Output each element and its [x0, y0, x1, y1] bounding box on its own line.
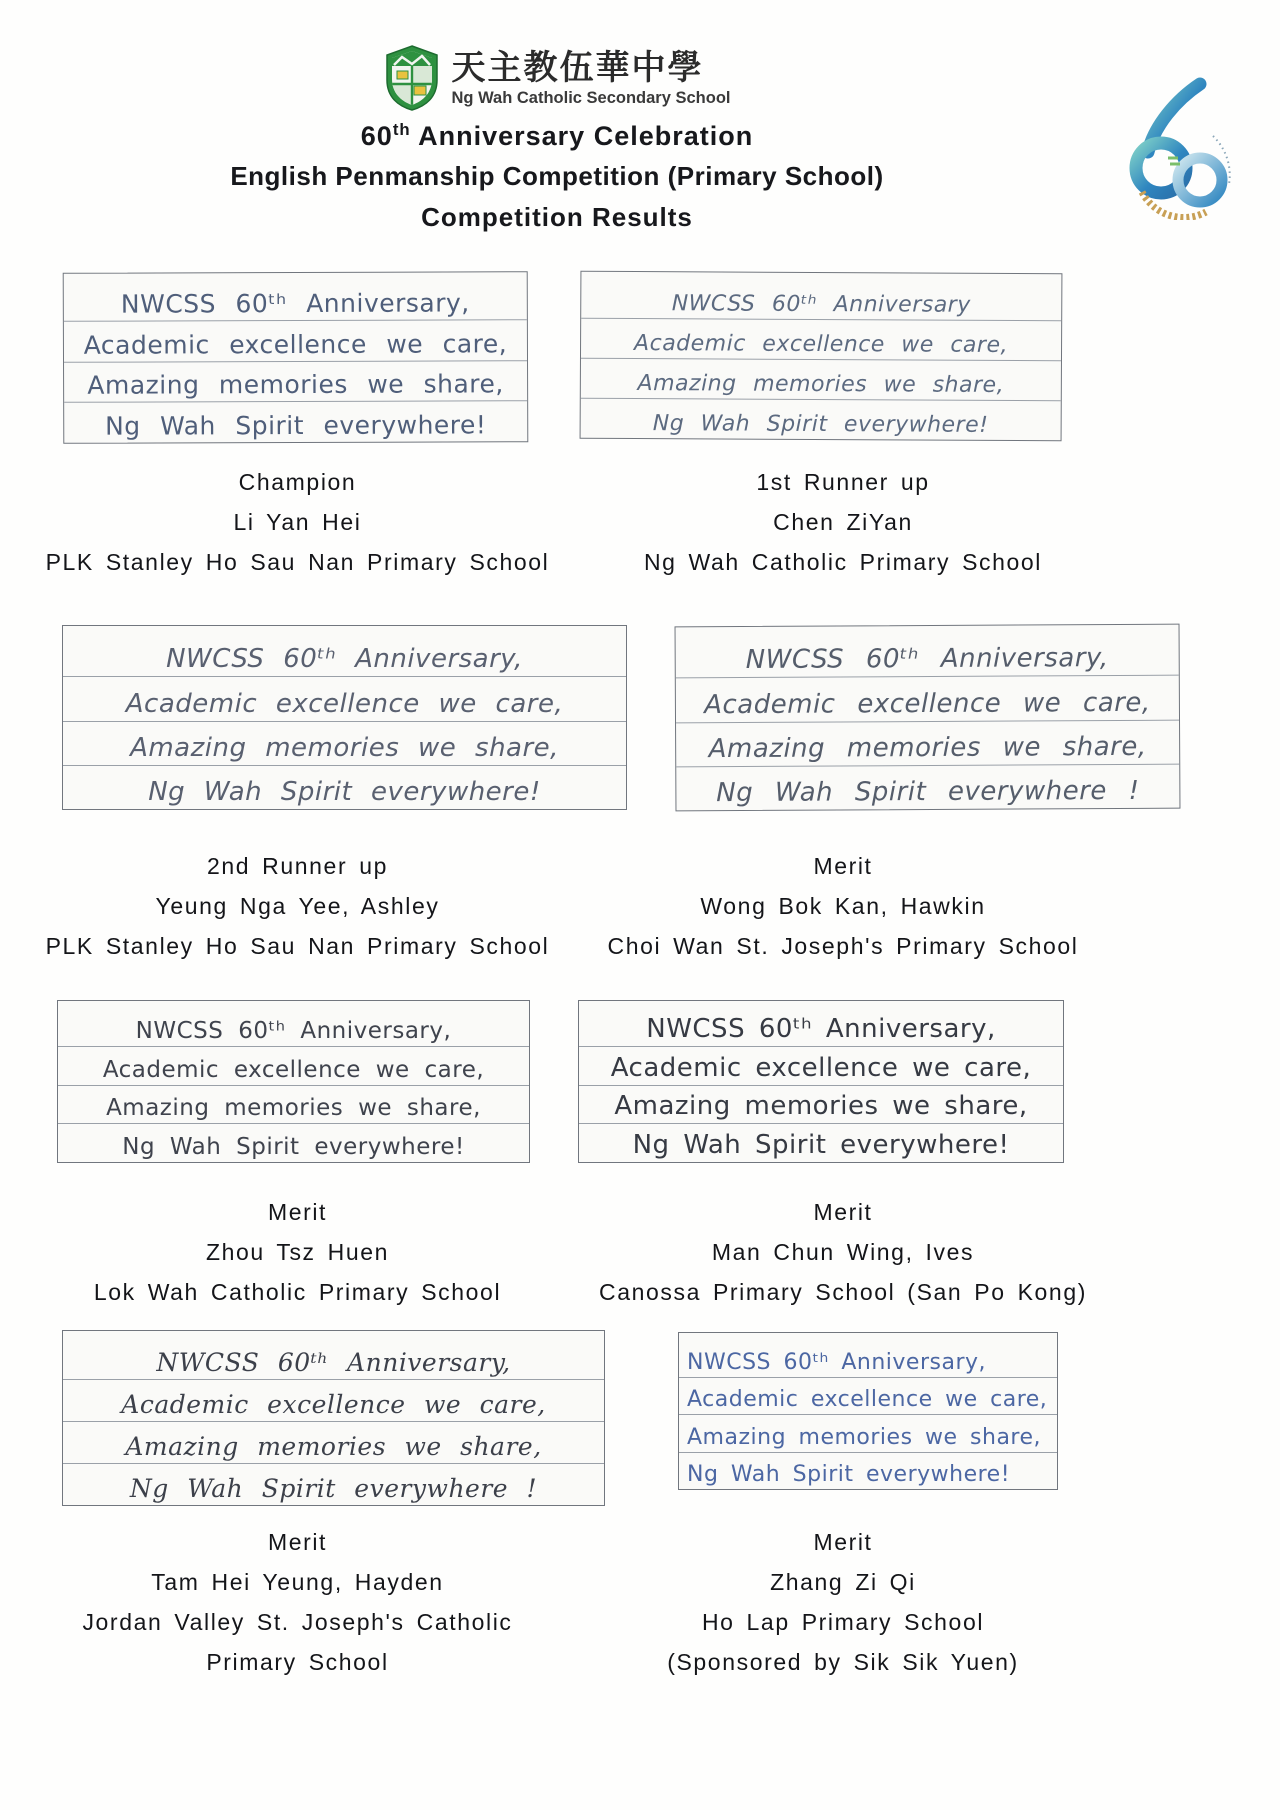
sample-text-line: Ng Wah Spirit everywhere!: [632, 1130, 1010, 1160]
sample-text-line: Academic excellence we care,: [704, 687, 1151, 720]
winner-school-line2: (Sponsored by Sik Sik Yuen): [667, 1649, 1019, 1675]
school-crest-icon: [383, 44, 441, 112]
ruled-line: [679, 1378, 1057, 1416]
ruled-line: [579, 1086, 1063, 1125]
sample-text-line: NWCSS 60ᵗʰ Anniversary,: [166, 644, 523, 675]
sample-text-line: Amazing memories we share,: [637, 371, 1005, 398]
handwriting-sample: [580, 271, 1063, 442]
handwriting-sample: [678, 1332, 1058, 1490]
award-label: 2nd Runner up: [207, 853, 388, 879]
sample-text-line: Amazing memories we share,: [106, 1095, 481, 1122]
ruled-line: [676, 720, 1179, 767]
ruled-line: [58, 1086, 529, 1125]
winner-name: Li Yan Hei: [233, 509, 362, 535]
winner-block: [598, 462, 1088, 582]
winner-block: [25, 1522, 570, 1682]
ruled-line: [581, 279, 1061, 322]
winner-name: Man Chun Wing, Ives: [711, 1239, 975, 1265]
sample-text-line: NWCSS 60ᵗʰ Anniversary,: [687, 1349, 987, 1375]
school-name-en: Ng Wah Catholic Secondary School: [451, 89, 731, 107]
ruled-line: [63, 677, 626, 721]
ruled-line: [581, 359, 1061, 402]
ruled-line: [679, 1415, 1057, 1453]
anniversary-title: [361, 120, 753, 152]
winner-school: Ng Wah Catholic Primary School: [643, 549, 1043, 575]
winner-block: [598, 846, 1088, 966]
award-label: Merit: [267, 1529, 328, 1555]
sample-text-line: Ng Wah Spirit everywhere!: [148, 777, 541, 807]
competition-title: English Penmanship Competition (Primary School): [230, 161, 884, 191]
sample-text-line: Academic excellence we care,: [687, 1387, 1048, 1412]
winner-block: [25, 1192, 570, 1312]
anniversary-ordinal: th: [392, 120, 411, 139]
sample-text-line: Academic excellence we care,: [610, 1052, 1032, 1083]
winner-name: Zhang Zi Qi: [770, 1569, 916, 1595]
sample-text-line: NWCSS 60ᵗʰ Anniversary,: [120, 288, 470, 319]
handwriting-sample: [57, 1000, 530, 1163]
ruled-line: [63, 633, 626, 677]
ruled-line: [581, 319, 1061, 362]
sample-text-line: Amazing memories we share,: [87, 369, 504, 400]
ruled-line: [579, 1047, 1063, 1086]
sample-text-line: NWCSS 60ᵗʰ Anniversary: [671, 291, 971, 318]
sample-text-line: Amazing memories we share,: [130, 732, 559, 763]
sample-text-line: NWCSS 60ᵗʰ Anniversary,: [135, 1017, 452, 1044]
winner-school: Jordan Valley St. Joseph's Catholic: [82, 1609, 513, 1635]
sample-text-line: NWCSS 60ᵗʰ Anniversary,: [156, 1348, 511, 1377]
ruled-line: [64, 320, 527, 362]
winner-school: Choi Wan St. Joseph's Primary School: [607, 933, 1079, 959]
winner-name: Zhou Tsz Huen: [205, 1239, 390, 1265]
ruled-line: [64, 401, 527, 442]
ruled-line: [64, 279, 527, 321]
handwriting-sample: [62, 1330, 605, 1506]
sample-text-line: NWCSS 60ᵗʰ Anniversary,: [646, 1013, 996, 1044]
winner-school: Canossa Primary School (San Po Kong): [599, 1279, 1087, 1305]
ruled-line: [63, 1422, 604, 1464]
sample-text-line: Amazing memories we share,: [687, 1424, 1042, 1450]
handwriting-sample: [62, 625, 627, 810]
ruled-line: [63, 766, 626, 809]
winner-name: Chen ZiYan: [773, 509, 913, 535]
winner-school: Lok Wah Catholic Primary School: [93, 1279, 502, 1305]
ruled-line: [579, 1124, 1063, 1162]
sample-text-line: Academic excellence we care,: [102, 1056, 485, 1083]
sample-text-line: Academic excellence we care,: [125, 688, 564, 719]
winner-school: PLK Stanley Ho Sau Nan Primary School: [45, 933, 550, 959]
winner-school: PLK Stanley Ho Sau Nan Primary School: [45, 549, 550, 575]
winner-school: Ho Lap Primary School: [701, 1609, 985, 1635]
ruled-line: [679, 1453, 1057, 1490]
ruled-line: [63, 1380, 604, 1422]
handwriting-sample: [675, 624, 1181, 812]
ruled-line: [676, 764, 1179, 810]
sample-text-line: Ng Wah Spirit everywhere!: [122, 1134, 465, 1160]
winner-school-line2: Primary School: [206, 1649, 389, 1675]
anniversary-number: 60: [360, 121, 393, 151]
winner-name: Wong Bok Kan, Hawkin: [700, 893, 986, 919]
school-logo-row: [383, 44, 730, 112]
ruled-line: [676, 676, 1179, 723]
award-label: 1st Runner up: [756, 469, 930, 495]
winner-name: Yeung Nga Yee, Ashley: [155, 893, 440, 919]
anniversary-60-logo-icon: [1112, 74, 1240, 220]
ruled-line: [58, 1124, 529, 1162]
winner-name: Tam Hei Yeung, Hayden: [151, 1569, 444, 1595]
winner-block: [25, 846, 570, 966]
sample-text-line: Ng Wah Spirit everywhere!: [652, 411, 989, 438]
award-label: Merit: [267, 1199, 328, 1225]
ruled-line: [579, 1008, 1063, 1047]
sample-text-line: Ng Wah Spirit everywhere !: [716, 775, 1140, 809]
winner-block: [598, 1522, 1088, 1682]
ruled-line: [64, 361, 527, 403]
school-names: [451, 48, 730, 108]
sample-text-line: Ng Wah Spirit everywhere !: [129, 1474, 538, 1503]
sample-text-line: Academic excellence we care,: [634, 331, 1009, 358]
ruled-line: [58, 1008, 529, 1047]
award-label: Merit: [813, 853, 873, 879]
header: [0, 44, 1114, 233]
ruled-line: [679, 1340, 1057, 1378]
sample-text-line: Academic excellence we care,: [121, 1390, 546, 1419]
ruled-line: [676, 632, 1179, 679]
winner-block: [25, 462, 570, 582]
sample-text-line: Academic excellence we care,: [83, 328, 508, 360]
sample-text-line: Amazing memories we share,: [708, 731, 1147, 764]
anniversary-title-rest: Anniversary Celebration: [410, 121, 754, 151]
winner-block: [598, 1192, 1088, 1312]
ruled-line: [63, 1338, 604, 1380]
award-label: Champion: [238, 469, 357, 495]
sample-text-line: Amazing memories we share,: [125, 1432, 542, 1461]
results-title: Competition Results: [421, 202, 693, 232]
sample-text-line: Ng Wah Spirit everywhere!: [687, 1462, 1011, 1487]
sample-text-line: NWCSS 60ᵗʰ Anniversary,: [745, 643, 1109, 676]
ruled-line: [63, 1464, 604, 1505]
ruled-line: [581, 399, 1061, 441]
award-label: Merit: [813, 1199, 873, 1225]
handwriting-sample: [578, 1000, 1064, 1163]
award-label: Merit: [813, 1529, 873, 1555]
sample-text-line: Ng Wah Spirit everywhere!: [105, 410, 487, 441]
handwriting-sample: [63, 271, 529, 444]
sample-text-line: Amazing memories we share,: [614, 1091, 1028, 1122]
ruled-line: [63, 722, 626, 766]
ruled-line: [58, 1047, 529, 1086]
school-name-zh: 天主教伍華中學: [451, 48, 704, 88]
